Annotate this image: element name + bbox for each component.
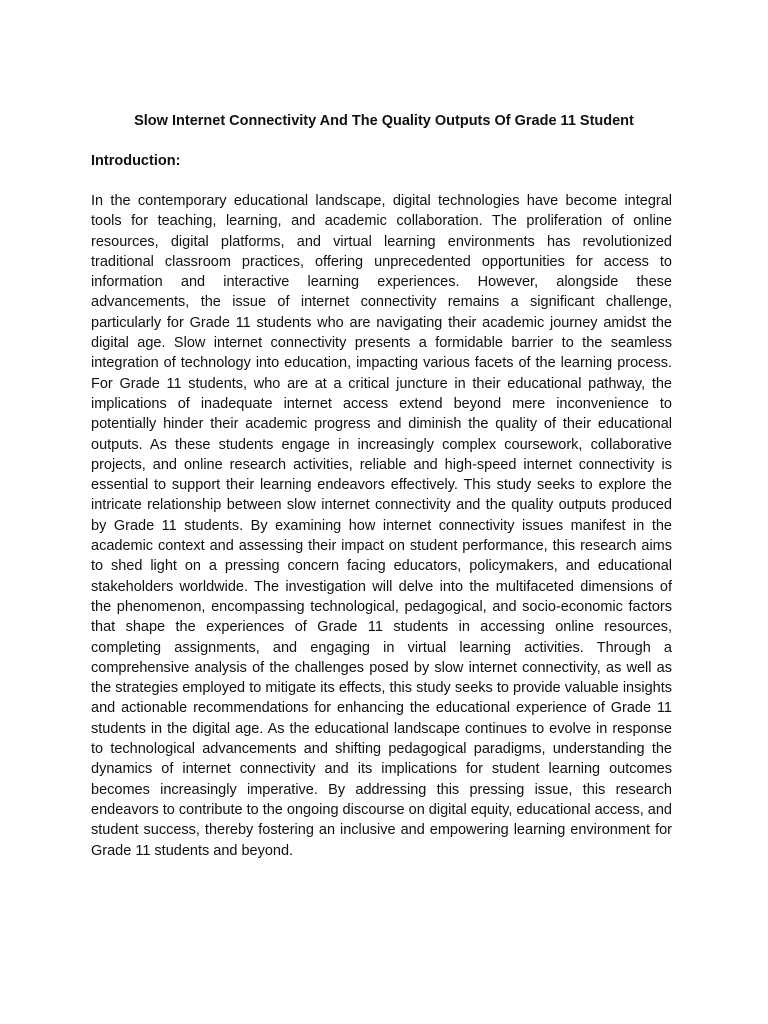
- section-heading-introduction: Introduction:: [91, 153, 181, 169]
- introduction-paragraph: In the contemporary educational landscape, digital technologies have become integral tools for teaching, learning, and academic collaboration. The proliferation of online resources, digital platforms, and virtual learning environments has revolutionized traditional classroom practices, offering unprecedented opportunities for access to information and interactive learning experiences. However, alongside these advancements, the issue of internet connectivity remains a significant challenge, particularly for Grade 11 students who are navigating their academic journey amidst the digital age. Slow internet connectivity presents a formidable barrier to the seamless integration of technology into education, impacting various facets of the learning process. For Grade 11 students, who are at a critical juncture in their educational pathway, the implications of inadequate internet access extend beyond mere inconvenience to potentially hinder their academic progress and diminish the quality of their educational outputs. As these students engage in increasingly complex coursework, collaborative projects, and online research activities, reliable and high-speed internet connectivity is essential to support their learning endeavors effectively. This study seeks to explore the intricate relationship between slow internet connectivity and the quality outputs produced by Grade 11 students. By examining how internet connectivity issues manifest in the academic context and assessing their impact on student performance, this research aims to shed light on a pressing concern facing educators, policymakers, and educational stakeholders worldwide. The investigation will delve into the multifaceted dimensions of the phenomenon, encompassing technological, pedagogical, and socio-economic factors that shape the experiences of Grade 11 students in accessing online resources, completing assignments, and engaging in virtual learning activities. Through a comprehensive analysis of the challenges posed by slow internet connectivity, as well as the strategies employed to mitigate its effects, this study seeks to provide valuable insights and actionable recommendations for enhancing the educational experience of Grade 11 students in the digital age. As the educational landscape continues to evolve in response to technological advancements and shifting pedagogical paradigms, understanding the dynamics of internet connectivity and its implications for student learning outcomes becomes increasingly imperative. By addressing this pressing issue, this research endeavors to contribute to the ongoing discourse on digital equity, educational access, and student success, thereby fostering an inclusive and empowering learning environment for Grade 11 students and beyond.: [91, 193, 672, 859]
- document-title: Slow Internet Connectivity And The Quality Outputs Of Grade 11 Student: [134, 113, 634, 129]
